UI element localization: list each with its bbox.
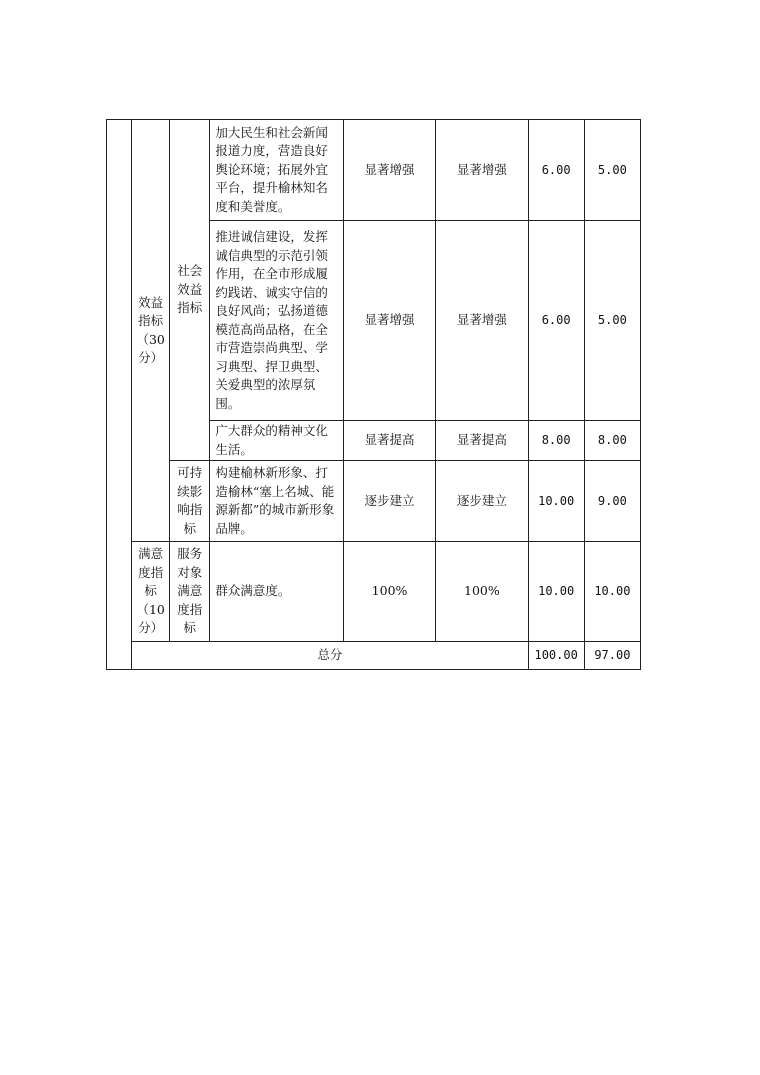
target-value: 逐步建立 (343, 461, 435, 542)
performance-score-table (106, 119, 641, 670)
target-value: 显著增强 (343, 120, 435, 221)
score-value: 10.00 (584, 542, 640, 642)
subcategory-service: 服务对象满意度指标 (170, 542, 210, 642)
actual-value: 显著增强 (436, 221, 528, 421)
indicator-cell: 群众满意度。 (210, 542, 344, 642)
table-row (107, 542, 641, 642)
table-row (107, 461, 641, 542)
actual-value: 100% (436, 542, 528, 642)
target-value: 100% (343, 542, 435, 642)
indicator-cell: 广大群众的精神文化生活。 (210, 421, 344, 461)
target-value: 显著增强 (343, 221, 435, 421)
score-value: 5.00 (584, 120, 640, 221)
score-value: 9.00 (584, 461, 640, 542)
blank-column-cell (107, 120, 132, 670)
weight-value: 6.00 (528, 221, 584, 421)
indicator-cell: 推进诚信建设，发挥诚信典型的示范引领作用，在全市形成履约践诺、诚实守信的良好风尚；弘扬道德模范高尚品格，在全市营造崇尚典型、学习典型、捍卫典型、关爱典型的浓厚氛围。 (210, 221, 344, 421)
category-satisfaction: 满意度指标（10分） (132, 542, 170, 642)
total-score: 97.00 (584, 642, 640, 670)
weight-value: 10.00 (528, 461, 584, 542)
weight-value: 10.00 (528, 542, 584, 642)
actual-value: 显著提高 (436, 421, 528, 461)
total-weight: 100.00 (528, 642, 584, 670)
weight-value: 6.00 (528, 120, 584, 221)
subcategory-social: 社会效益指标 (170, 120, 210, 461)
weight-value: 8.00 (528, 421, 584, 461)
indicator-cell: 构建榆林新形象、打造榆林“塞上名城、能源新都”的城市新形象品牌。 (210, 461, 344, 542)
indicator-cell: 加大民生和社会新闻报道力度，营造良好舆论环境；拓展外宜平台，提升榆林知名度和美誉度。 (210, 120, 344, 221)
score-value: 5.00 (584, 221, 640, 421)
category-benefit: 效益指标（30分） (132, 120, 170, 542)
total-label: 总分 (132, 642, 528, 670)
subcategory-sustainable: 可持续影响指标 (170, 461, 210, 542)
target-value: 显著提高 (343, 421, 435, 461)
table-row (107, 120, 641, 221)
actual-value: 显著增强 (436, 120, 528, 221)
score-value: 8.00 (584, 421, 640, 461)
total-row (107, 642, 641, 670)
actual-value: 逐步建立 (436, 461, 528, 542)
